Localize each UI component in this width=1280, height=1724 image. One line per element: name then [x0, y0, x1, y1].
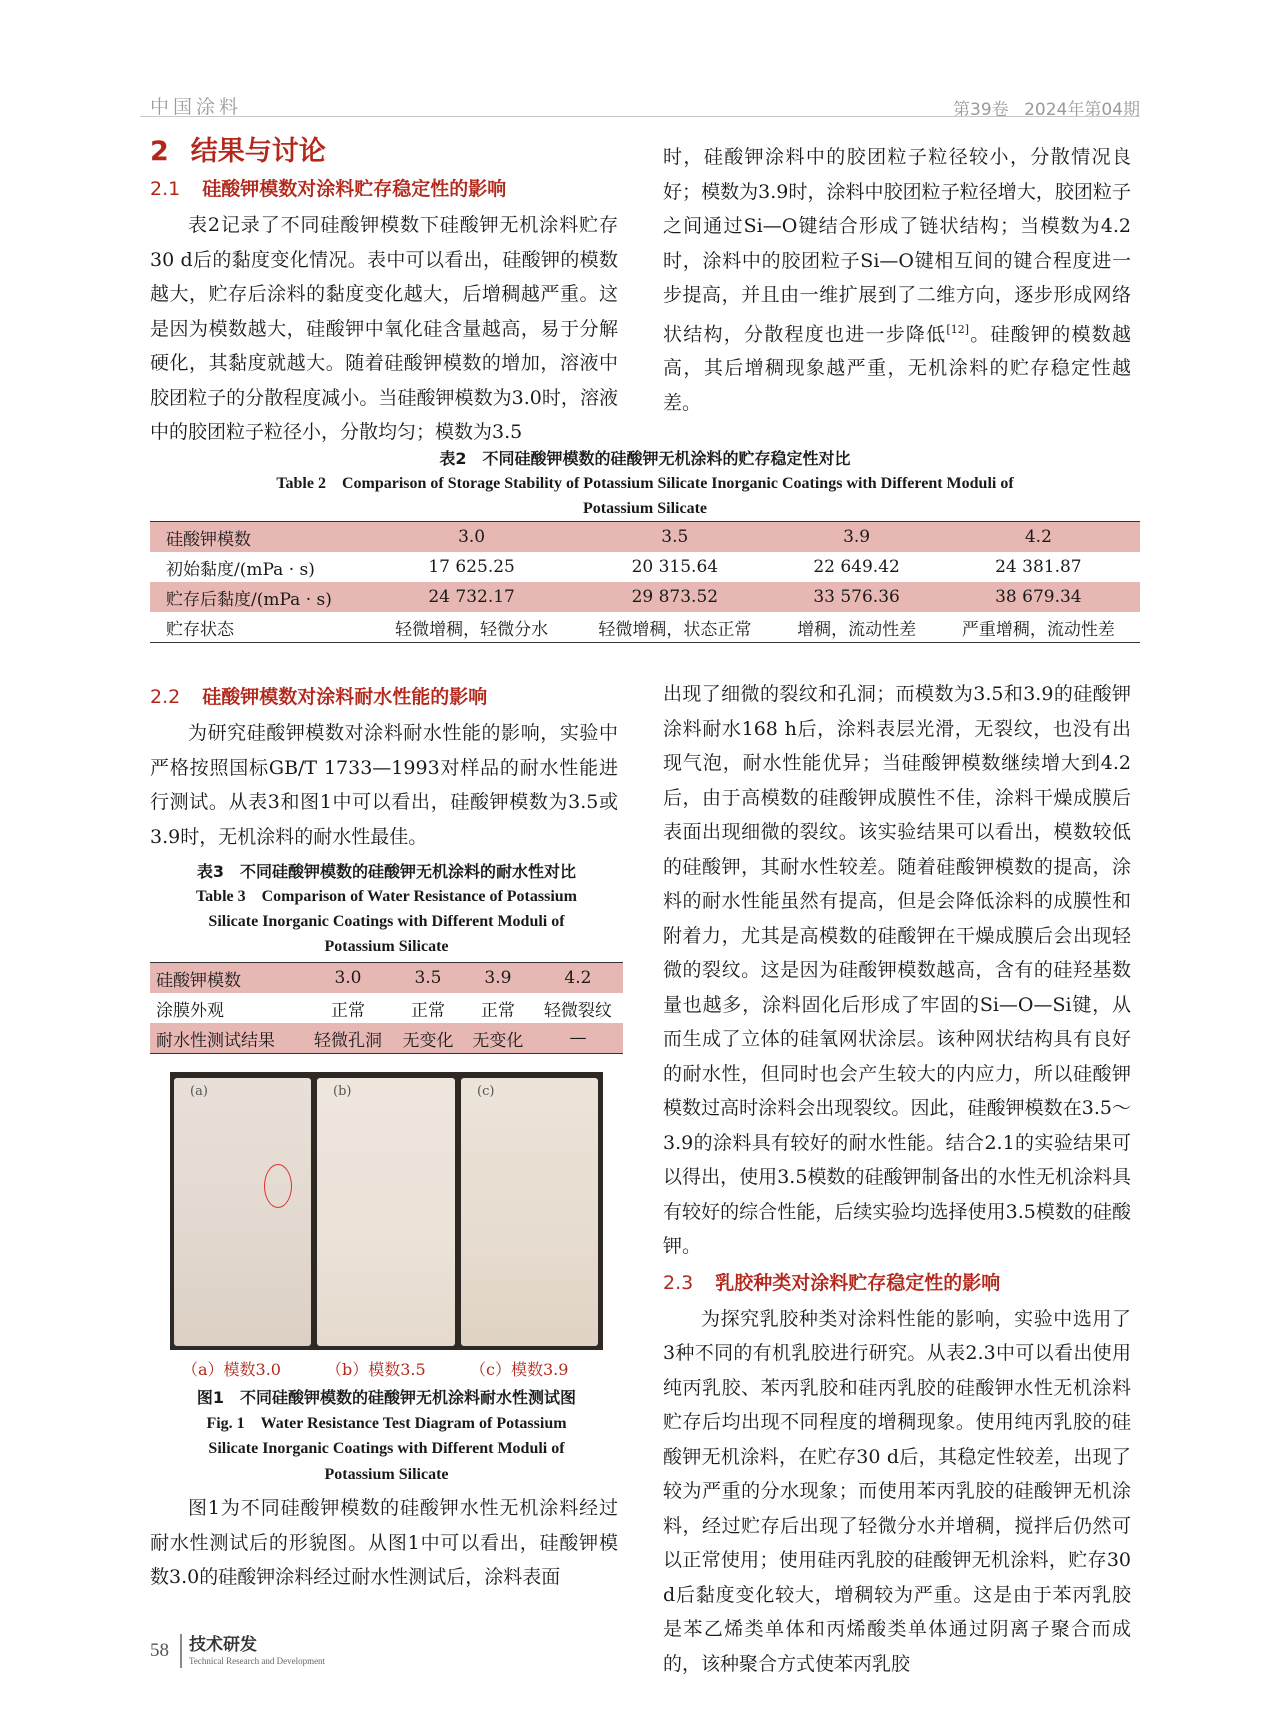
panel-label: (c) — [477, 1084, 495, 1099]
footer-section-en: Technical Research and Development — [189, 1656, 326, 1666]
volume-label: 第39卷 — [953, 100, 1009, 120]
table-3-caption-cn: 表3 不同硅酸钾模数的硅酸钾无机涂料的耐水性对比 — [196, 862, 577, 881]
section-2-2-title: 硅酸钾模数对涂料耐水性能的影响 — [202, 686, 488, 708]
figure-1-caption-en-line1: Fig. 1 Water Resistance Test Diagram of Potassium — [206, 1414, 567, 1432]
table-cell: 3.9 — [484, 968, 512, 988]
table-cell: 3.9 — [843, 527, 871, 547]
table-cell: 17 625.25 — [428, 557, 515, 577]
table-row — [150, 552, 1140, 582]
table-cell: 轻微孔洞 — [313, 1030, 382, 1051]
panel-label: (b) — [333, 1084, 352, 1099]
table-cell: 4.2 — [564, 968, 592, 988]
section-2-3-title: 乳胶种类对涂料贮存稳定性的影响 — [715, 1271, 1001, 1294]
defect-marker-circle — [264, 1164, 292, 1208]
header-rule — [140, 116, 1140, 117]
figure-1-discussion-paragraph: 图1为不同硅酸钾模数的硅酸钾水性无机涂料经过耐水性测试后的形貌图。从图1中可以看出，硅酸钾模数3.0的硅酸钾涂料经过耐水性测试后，涂料表面 — [150, 1497, 618, 1588]
table-cell: 轻微增稠，轻微分水 — [395, 619, 549, 640]
figure-1-photo — [170, 1072, 603, 1350]
figure-1-caption-en-line3: Potassium Silicate — [324, 1465, 449, 1483]
table-2-caption-en-line2: Potassium Silicate — [583, 500, 707, 517]
sample-panel-c — [461, 1078, 598, 1346]
table-cell: 29 873.52 — [631, 587, 719, 607]
table-row — [150, 612, 1140, 643]
table-row — [150, 1023, 623, 1054]
section-2-1-paragraph: 表2记录了不同硅酸钾模数下硅酸钾无机涂料贮存30 d后的黏度变化情况。表中可以看出，硅酸钾的模数越大，贮存后涂料的黏度变化越大，后增稠越严重。这是因为模数越大，硅酸钾中氧化硅含量越高，易于分解硬化，其黏度就越大。随着硅酸钾模数的增加，溶液中胶团粒子的分散程度减小。当硅酸钾模数为3.0时，溶液中的胶团粒子粒径小，分散均匀；模数为3.5 — [150, 214, 618, 443]
table-cell: — — [569, 1028, 587, 1048]
footer-section-cn: 技术研发 — [189, 1635, 257, 1655]
table-3 — [150, 962, 623, 1054]
figure-1-caption-cn: 图1 不同硅酸钾模数的硅酸钾无机涂料耐水性测试图 — [196, 1388, 577, 1407]
table-cell: 耐水性测试结果 — [156, 1030, 275, 1051]
table-row — [150, 582, 1140, 612]
reference-marker: [12] — [946, 322, 970, 336]
table-cell: 3.5 — [661, 527, 689, 547]
journal-name: 中国涂料 — [150, 96, 243, 118]
table-row — [150, 522, 1140, 553]
section-2-number: 2 — [150, 136, 169, 167]
table-cell: 24 732.17 — [428, 587, 515, 607]
section-2-heading — [150, 134, 618, 170]
table-cell: 硅酸钾模数 — [156, 970, 241, 991]
table-cell: 22 649.42 — [813, 557, 900, 577]
table-cell: 硅酸钾模数 — [166, 529, 251, 550]
figure-1-caption-en-line2: Silicate Inorganic Coatings with Different Moduli of — [208, 1440, 565, 1457]
table-cell: 3.0 — [334, 968, 362, 988]
section-2-2-heading — [150, 680, 618, 714]
bottom-left-column — [150, 1491, 618, 1595]
table-cell: 正常 — [330, 1000, 365, 1021]
upper-right-column — [663, 140, 1131, 420]
paragraph-text-end: 。硅酸钾的模数越高，其后增稠现象越严重，无机涂料的贮存稳定性越差。 — [663, 322, 1131, 414]
table-3-caption-en-line3: Potassium Silicate — [324, 938, 449, 955]
section-2-2-paragraph: 为研究硅酸钾模数对涂料耐水性能的影响，实验中严格按照国标GB/T 1733—1993对样品的耐水性能进行测试。从表3和图1中可以看出，硅酸钾模数为3.5或3.9时，无机涂料的耐水性最佳。 — [150, 722, 618, 848]
table-cell: 38 679.34 — [995, 587, 1082, 607]
table-row — [150, 993, 623, 1023]
sample-panel-b — [317, 1078, 455, 1346]
figure-1-caption — [150, 1385, 623, 1487]
section-2-3-paragraph: 为探究乳胶种类对涂料性能的影响，实验中选用了3种不同的有机乳胶进行研究。从表2.3中可以看出使用纯丙乳胶、苯丙乳胶和硅丙乳胶的硅酸钾水性无机涂料贮存后均出现不同程度的增稠现象。使用纯丙乳胶的硅酸钾无机涂料，在贮存30 d后，其稳定性较差，出现了较为严重的分水现象；而使用苯丙乳胶的硅酸钾无机涂料，经过贮存后出现了轻微分水并增稠，搅拌后仍然可以正常使用；使用硅丙乳胶的硅酸钾无机涂料，贮存30 d后黏度变化较大，增稠较为严重。这是由于苯丙乳胶是苯乙烯类单体和丙烯酸类单体通过阴离子聚合而成的，该种聚合方式使苯丙乳胶 — [663, 1307, 1131, 1675]
table-cell: 涂膜外观 — [156, 1000, 224, 1021]
table-cell: 24 381.87 — [995, 557, 1082, 577]
sublabel-b: （b）模数3.5 — [326, 1360, 426, 1379]
table-cell: 正常 — [480, 1000, 515, 1021]
table-cell: 3.5 — [414, 968, 442, 988]
table-2-caption — [150, 446, 1140, 521]
table-cell: 增稠，流动性差 — [797, 619, 917, 640]
footer-divider — [180, 1634, 182, 1668]
table-3-caption-en-line1: Table 3 Comparison of Water Resistance of Potassium — [195, 888, 578, 905]
table-3-caption-en-line2: Silicate Inorganic Coatings with Different Moduli of — [208, 913, 565, 930]
section-2-1-heading — [150, 172, 618, 206]
section-2-3-number: 2.3 — [663, 1271, 694, 1294]
table-cell: 贮存后黏度/(mPa · s) — [166, 589, 332, 610]
section-2-2-number: 2.2 — [150, 686, 181, 708]
section-2-title: 结果与讨论 — [190, 136, 326, 167]
table-cell: 3.0 — [458, 527, 486, 547]
table-cell: 无变化 — [472, 1030, 524, 1051]
table-cell: 贮存状态 — [166, 619, 234, 640]
table-cell: 无变化 — [402, 1030, 454, 1051]
table-cell: 严重增稠，流动性差 — [961, 619, 1115, 640]
panel-label: (a) — [190, 1084, 208, 1099]
table-row — [150, 963, 623, 994]
table-cell: 正常 — [410, 1000, 445, 1021]
section-2-1-title: 硅酸钾模数对涂料贮存稳定性的影响 — [202, 178, 507, 200]
sample-panel-a — [174, 1078, 311, 1346]
paragraph-text: 时，硅酸钾涂料中的胶团粒子粒径较小，分散情况良好；模数为3.9时，涂料中胶团粒子粒径增大，胶团粒子之间通过Si—O键结合形成了链状结构；当模数为4.2时，涂料中的胶团粒子Si—O键相互间的键合程度进一步提高，并且由一维扩展到了二维方向，逐步形成网络状结构，分散程度也进一步降低 — [663, 146, 1131, 345]
upper-left-column — [150, 134, 618, 450]
table-cell: 33 576.36 — [813, 587, 900, 607]
page-number: 58 — [150, 1640, 169, 1661]
section-2-1-paragraph-continued — [663, 140, 1131, 420]
table-cell: 初始黏度/(mPa · s) — [166, 559, 315, 580]
table-2-caption-en-line1: Table 2 Comparison of Storage Stability of Potassium Silicate Inorganic Coatings with Different Moduli of — [276, 475, 1014, 492]
issue-label: 2024年第04期 — [1024, 100, 1140, 120]
lower-left-column — [150, 678, 618, 854]
table-2-caption-cn: 表2 不同硅酸钾模数的硅酸钾无机涂料的贮存稳定性对比 — [439, 449, 851, 468]
table-cell: 轻微裂纹 — [543, 1000, 612, 1021]
table-2 — [150, 521, 1140, 643]
section-2-3-heading — [663, 1266, 1131, 1300]
sublabel-c: （c）模数3.9 — [470, 1360, 569, 1379]
section-2-1-number: 2.1 — [150, 178, 181, 200]
table-cell: 4.2 — [1024, 527, 1052, 547]
table-3-caption — [150, 859, 623, 959]
section-2-2-paragraph-continued: 出现了细微的裂纹和孔洞；而模数为3.5和3.9的硅酸钾涂料耐水168 h后，涂料表层光滑，无裂纹，也没有出现气泡，耐水性能优异；当硅酸钾模数继续增大到4.2后，由于高模数的硅酸钾成膜性不佳，涂料干燥成膜后表面出现细微的裂纹。该实验结果可以看出，模数较低的硅酸钾，其耐水性较差。随着硅酸钾模数的提高，涂料的耐水性能虽然有提高，但是会降低涂料的成膜性和附着力，尤其是高模数的硅酸钾在干燥成膜后会出现轻微的裂纹。这是因为硅酸钾模数越高，含有的硅羟基数量也越多，涂料固化后形成了牢固的Si—O—Si键，从而生成了立体的硅氧网状涂层。该种网状结构具有良好的耐水性，但同时也会产生较大的内应力，所以硅酸钾模数过高时涂料会出现裂纹。因此，硅酸钾模数在3.5～3.9的涂料具有较好的耐水性能。结合2.1的实验结果可以得出，使用3.5模数的硅酸钾制备出的水性无机涂料具有较好的综合性能，后续实验均选择使用3.5模数的硅酸钾。 — [663, 683, 1131, 1257]
table-cell: 20 315.64 — [631, 557, 719, 577]
sublabel-a: （a）模数3.0 — [182, 1360, 281, 1379]
table-cell: 轻微增稠，状态正常 — [598, 619, 752, 640]
lower-right-column — [663, 677, 1131, 1681]
